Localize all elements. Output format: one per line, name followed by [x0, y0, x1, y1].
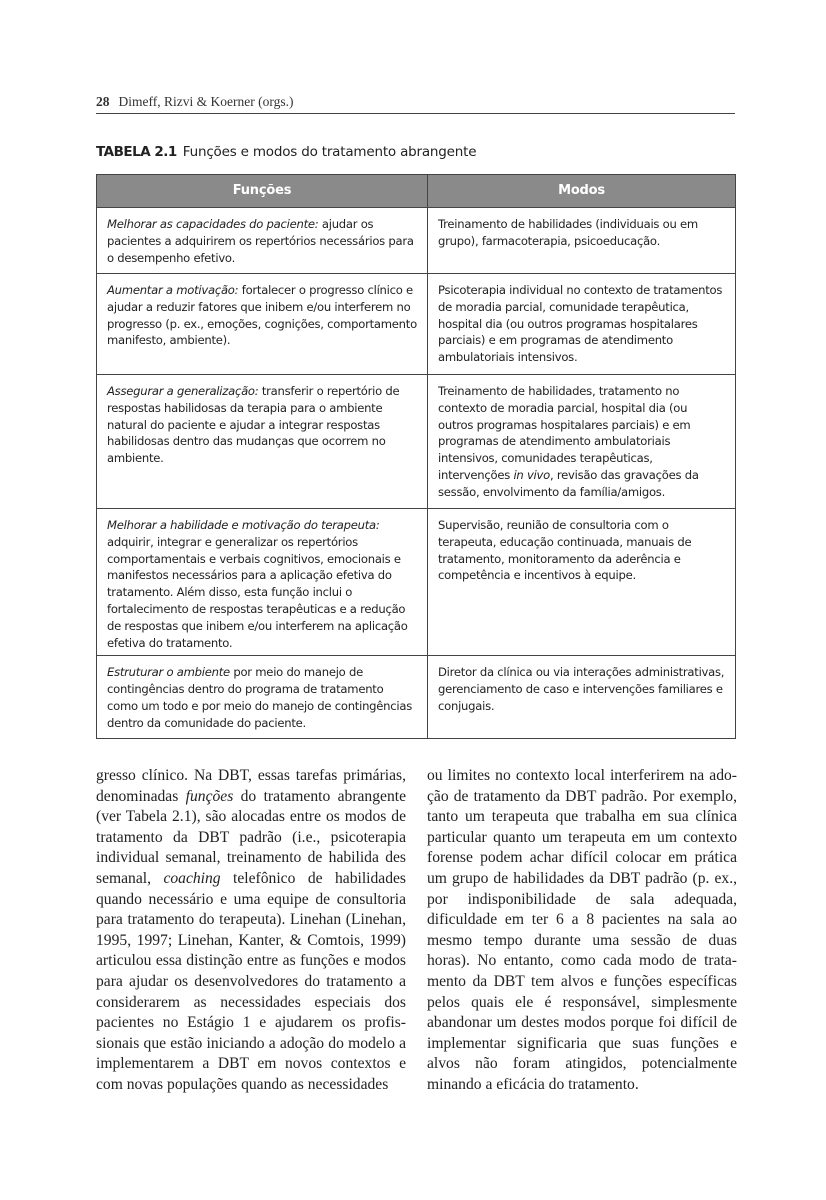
body-text: do tratamento abrangente (ver Tabela 2.1), são alocadas entre os modos de tratamento da DBT padrão (i.e., psicoterapia individual semanal, treinamento de habilida des semanal, — [96, 787, 406, 887]
body-column-right — [427, 766, 737, 1096]
table-row — [97, 509, 736, 656]
modo-cell — [428, 509, 736, 656]
modo-cell — [428, 274, 736, 375]
funcao-cell — [97, 274, 428, 375]
modo-cell — [428, 656, 736, 739]
funcao-cell — [97, 208, 428, 274]
funcao-description: transferir o repertório de respostas habilidosas da terapia para o ambiente natural do paciente e ajudar a integrar respostas habilidosas dentro das mudanças que ocorrem no ambiente. — [107, 384, 400, 466]
running-head-text: Dimeff, Rizvi & Koerner (orgs.) — [118, 94, 294, 109]
body-paragraph — [96, 766, 406, 1096]
table-title: Funções e modos do tratamento abrangente — [182, 144, 477, 160]
funcao-cell — [97, 375, 428, 509]
body-paragraph: ou limites no contexto local interferirem na adoção de tratamento da DBT padrão. Por exemplo, tanto um terapeuta que trabalha em sua clínica particular quanto um terapeuta em um contexto forense podem achar difícil colocar em prática um grupo de habilidades da DBT padrão (p. ex., por indisponibilidade de sala adequada, dificuldade em ter 6 a 8 pacientes na sala ao mesmo tempo durante uma sessão de duas horas). No entanto, como cada modo de tratamento da DBT tem alvos e funções específicas pelos quais ele é responsável, simplesmente abandonar um destes modos porque foi difícil de implementar significaria que suas funções e alvos não foram atingidos, potencialmente minando a eficácia do tratamento. — [427, 767, 737, 1093]
funcao-description: fortalecer o progresso clínico e ajudar a reduzir fatores que inibem e/ou interferem no progresso (p. ex., emoções, cognições, comportamento manifesto, ambiente). — [107, 283, 417, 348]
funcao-term: Assegurar a generalização: — [107, 384, 259, 398]
modo-description: Supervisão, reunião de consultoria com o terapeuta, educação continuada, manuais de tratamento, monitoramento da aderência e competência e incentivos à equipe. — [438, 518, 692, 583]
funcao-term: Melhorar a habilidade e motivação do terapeuta: — [107, 518, 380, 532]
funcao-term: Estruturar o ambiente — [107, 665, 230, 680]
table-row — [97, 208, 736, 274]
modo-cell — [428, 208, 736, 274]
table-label: TABELA 2.1 — [96, 144, 177, 160]
funcao-description: adquirir, integrar e generalizar os repertórios comportamentais e verbais cognitivos, emocionais e manifestos necessários para a aplicação efetiva do tratamento. Além disso, esta função inclui o fortalecimento de respostas terapêuticas e a redução de respostas que inibem e/ou interferem na aplicação efetiva do tratamento. — [107, 534, 408, 650]
table-header-row — [97, 175, 736, 208]
header-modos: Modos — [428, 175, 736, 208]
table-row — [97, 375, 736, 509]
modo-description: Psicoterapia individual no contexto de tratamentos de moradia parcial, comunidade terapêutica, hospital dia (ou outros programas hospitalares parciais) e em programas de atendimento ambulatoriais intensivos. — [438, 283, 723, 365]
funcao-cell — [97, 656, 428, 739]
funcao-cell — [97, 509, 428, 656]
header-funcoes: Funções — [97, 175, 428, 208]
body-emphasis: coaching — [163, 869, 221, 887]
funcao-term: Aumentar a motivação: — [107, 283, 239, 297]
body-text: telefônico de habilidades quando necessário e uma equipe de consultoria para tratamento do terapeuta). Linehan (Linehan, 1995, 1997; Linehan, Kanter, & Comtois, 1999) articulou essa distinção entre as funções e modos para ajudar os desenvolvedores do tratamento a considerarem as necessidades especiais dos pacientes no Estágio 1 e ajudarem os profissionais que estão iniciando a adoção do modelo a implementarem a DBT em novos contextos e com novas populações quando as necessidades — [96, 869, 407, 1093]
funcao-description: por meio do manejo de contingências dentro do programa de tratamento como um todo e por meio do manejo de contingências dentro da comunidade do paciente. — [107, 665, 412, 730]
page-number: 28 — [96, 94, 110, 109]
running-head — [96, 94, 735, 114]
modo-cell — [428, 375, 736, 509]
modo-description: Treinamento de habilidades (individuais ou em grupo), farmacoterapia, psicoeducação. — [438, 217, 698, 248]
table-caption — [96, 144, 476, 160]
table-row — [97, 274, 736, 375]
modo-description: Treinamento de habilidades, tratamento no contexto de moradia parcial, hospital dia (ou outros programas hospitalares parciais) e em programas de atendimento ambulatoriais intensivos, comunidades terapêuticas, intervenções — [438, 384, 691, 482]
body-text: gresso clínico. Na DBT, essas tarefas primárias, denominadas — [96, 767, 406, 805]
funcao-term: Melhorar as capacidades do paciente: — [107, 217, 319, 231]
funcao-description: ajudar os pacientes a adquirirem os repertórios necessários para o desempenho efetivo. — [107, 217, 414, 265]
table-row — [97, 656, 736, 739]
body-emphasis: funções — [185, 787, 234, 805]
body-column-left — [96, 766, 406, 1096]
modo-italic-term: in vivo — [513, 467, 550, 482]
modo-description: Diretor da clínica ou via interações administrativas, gerenciamento de caso e intervenções familiares e conjugais. — [438, 665, 725, 713]
functions-modes-table — [96, 174, 736, 739]
modo-description-end: , revisão das gravações da sessão, envolvimento da família/amigos. — [438, 467, 699, 499]
